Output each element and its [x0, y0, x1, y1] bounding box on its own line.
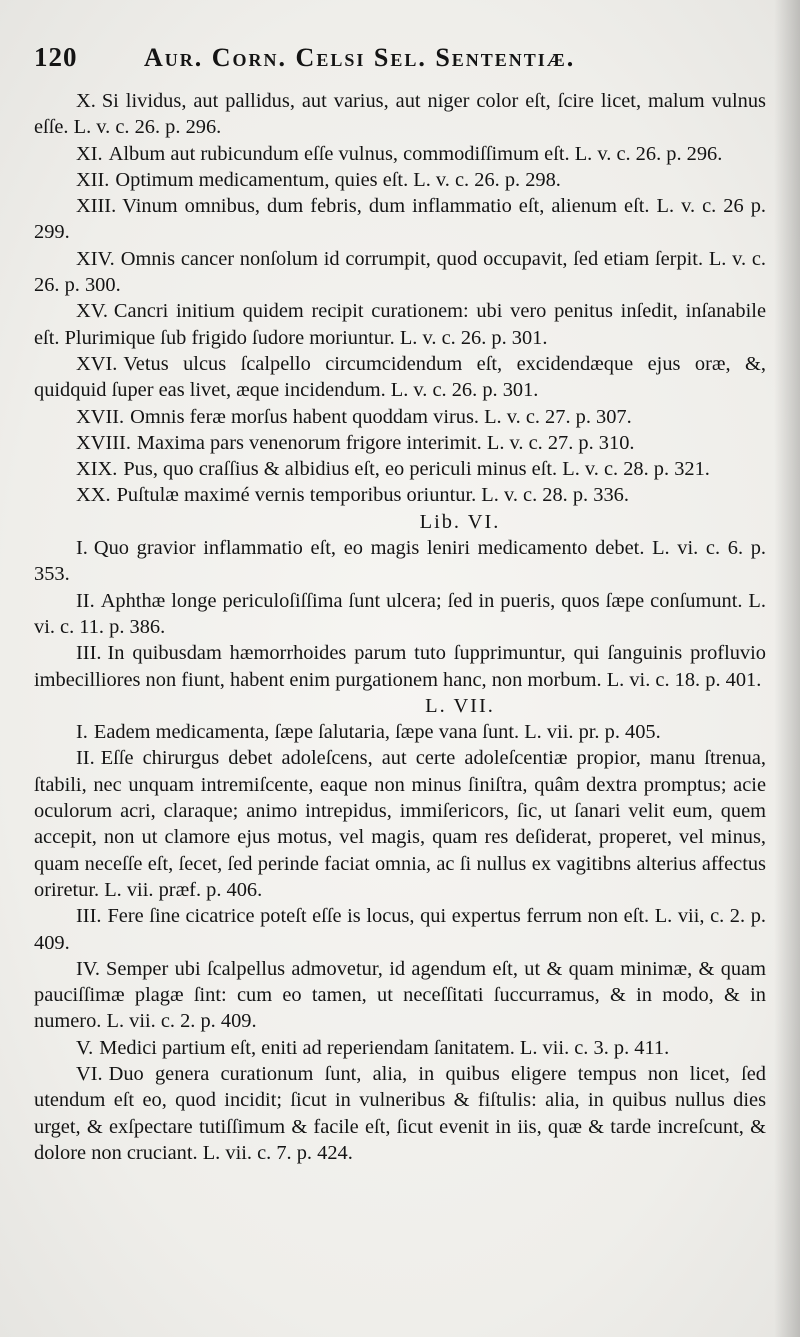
entry-numeral: XVIII. — [76, 431, 131, 454]
entry-numeral: I. — [76, 537, 88, 560]
entry-numeral: I. — [76, 721, 88, 744]
sentence-entry — [34, 745, 766, 903]
sentence-entry — [34, 141, 766, 167]
sentence-entry — [34, 956, 766, 1035]
entry-text: Maxima pars venenorum frigore interimit. L. v. c. 27. p. 310. — [136, 431, 635, 454]
entry-text: Quo gravior inflammatio eſt, eo magis leniri medicamento debet. L. vi. c. 6. p. 353. — [34, 537, 766, 586]
entry-text: In quibusdam hæmorrhoides parum tuto ſupprimuntur, qui ſanguinis profluvio imbecilliores non fiunt, habent enim purgationem hanc, non morbum. L. vi. c. 18. p. 401. — [34, 642, 766, 691]
entry-text: Album aut rubicundum eſſe vulnus, commodiſſimum eſt. L. v. c. 26. p. 296. — [108, 142, 723, 165]
entry-text: Cancri initium quidem recipit curationem: ubi vero penitus inſedit, inſanabile eſt. Plurimique ſub frigido ſudore moriuntur. L. v. c. 26. p. 301. — [34, 300, 766, 349]
entry-numeral: XVI. — [76, 352, 118, 375]
page-edge-shadow — [774, 0, 800, 1337]
entry-text: Medici partium eſt, eniti ad reperiendam ſanitatem. L. vii. c. 3. p. 411. — [99, 1036, 670, 1059]
sentence-entry — [34, 298, 766, 351]
entry-numeral: II. — [76, 747, 95, 770]
entry-text: Semper ubi ſcalpellus admovetur, id agendum eſt, ut & quam minimæ, & quam pauciſſimæ plagæ ſint: cum eo tamen, ut neceſſitati ſuccurramus, & in modo, & in numero. L. vii. c. 2. p. 409. — [34, 957, 766, 1033]
sentence-entry — [34, 1035, 766, 1061]
sentence-entry — [34, 193, 766, 246]
entry-text: Eadem medicamenta, ſæpe ſalutaria, ſæpe vana ſunt. L. vii. pr. p. 405. — [93, 721, 661, 744]
entry-numeral: XI. — [76, 142, 103, 165]
entry-text: Eſſe chirurgus debet adoleſcens, aut certe adoleſcentiæ propior, manu ſtrenua, ſtabili, nec unquam intremiſcente, eaque non minus ſiniſtra, quâm dextra promptus; acie oculorum acri, claraque; animo intrepidus, immiſericors, ſic, ut ſanari velit eum, quem accepit, non ut clamore ejus motus, vel magis, quam res deſiderat, properet, vel minus, quam neceſſe eſt, ſecet, ſed perinde faciat omnia, ac ſi nullus ex vagitibns alterius affectus oriretur. L. vii. præf. p. 406. — [34, 747, 766, 901]
entry-text: Vetus ulcus ſcalpello circumcidendum eſt, excidendæque ejus oræ, &, quidquid ſuper eas livet, æque incidendum. L. v. c. 26. p. 301. — [34, 352, 766, 402]
sentence-entry — [34, 903, 766, 956]
sentence-entry — [34, 456, 766, 482]
entry-numeral: XVII. — [76, 405, 125, 428]
sentence-entry — [34, 588, 766, 641]
entry-text: Vinum omnibus, dum febris, dum inflammatio eſt, alienum eſt. L. v. c. 26 p. 299. — [34, 195, 766, 244]
sentence-entry — [34, 351, 766, 404]
entry-numeral: XIX. — [76, 458, 118, 481]
sentence-entry — [34, 167, 766, 193]
book6-entries — [34, 535, 766, 693]
entry-numeral: III. — [76, 642, 102, 665]
entry-text: Aphthæ longe periculoſiſſima ſunt ulcera; ſed in pueris, quos ſæpe conſumunt. L. vi. c. 11. p. 386. — [34, 589, 766, 638]
entry-numeral: XV. — [76, 300, 108, 323]
sentence-entry — [34, 535, 766, 588]
sentence-entry — [34, 1061, 766, 1166]
sentence-entry — [34, 246, 766, 299]
sentence-entry — [34, 88, 766, 141]
entry-numeral: XIV. — [76, 247, 115, 270]
body-text — [34, 88, 766, 1166]
book5-entries — [34, 88, 766, 509]
entry-numeral: VI. — [76, 1062, 103, 1085]
running-title: Aur. Corn. Celsi Sel. Sententiæ. — [144, 43, 576, 72]
page-header — [34, 42, 766, 88]
sentence-entry — [34, 719, 766, 745]
entry-numeral: III. — [76, 905, 102, 928]
entry-text: Optimum medicamentum, quies eſt. L. v. c. 26. p. 298. — [115, 168, 561, 191]
entry-text: Omnis feræ morſus habent quoddam virus. L. v. c. 27. p. 307. — [130, 405, 632, 428]
sentence-entry — [34, 640, 766, 693]
entry-numeral: XIII. — [76, 195, 117, 218]
sentence-entry — [34, 430, 766, 456]
entry-numeral: XII. — [76, 168, 110, 191]
book7-heading: L. VII. — [425, 694, 495, 717]
page-number: 120 — [34, 42, 78, 72]
entry-numeral: V. — [76, 1036, 94, 1059]
entry-numeral: II. — [76, 589, 95, 612]
entry-numeral: X. — [76, 90, 96, 112]
entry-text: Omnis cancer nonſolum id corrumpit, quod occupavit, ſed etiam ſerpit. L. v. c. 26. p. 300. — [34, 247, 766, 297]
entry-text: Puſtulæ maximé vernis temporibus oriuntur. L. v. c. 28. p. 336. — [116, 484, 629, 507]
sentence-entry — [34, 404, 766, 430]
sentence-entry — [34, 482, 766, 508]
entry-text: Pus, quo craſſius & albidius eſt, eo periculi minus eſt. L. v. c. 28. p. 321. — [123, 458, 710, 481]
entry-text: Duo genera curationum ſunt, alia, in quibus eligere tempus non licet, ſed utendum eſt eo, quod incidit; ſicut in vulneribus & fiſtulis: alia, in quibus nullus dies urget, & exſpectare tutiſſimum & facile eſt, ſicut evenit in iis, quæ & tarde increſcunt, & dolore non cruciant. L. vii. c. 7. p. 424. — [34, 1062, 766, 1164]
entry-text: Si lividus, aut pallidus, aut varius, aut niger color eſt, ſcire licet, malum vulnus eſſe. L. v. c. 26. p. 296. — [34, 90, 766, 139]
book7-entries — [34, 719, 766, 1166]
entry-numeral: IV. — [76, 957, 100, 980]
entry-numeral: XX. — [76, 484, 111, 507]
entry-text: Fere ſine cicatrice poteſt eſſe is locus, qui expertus ferrum non eſt. L. vii, c. 2. p. 409. — [34, 905, 766, 954]
book6-heading: Lib. VI. — [419, 510, 501, 533]
